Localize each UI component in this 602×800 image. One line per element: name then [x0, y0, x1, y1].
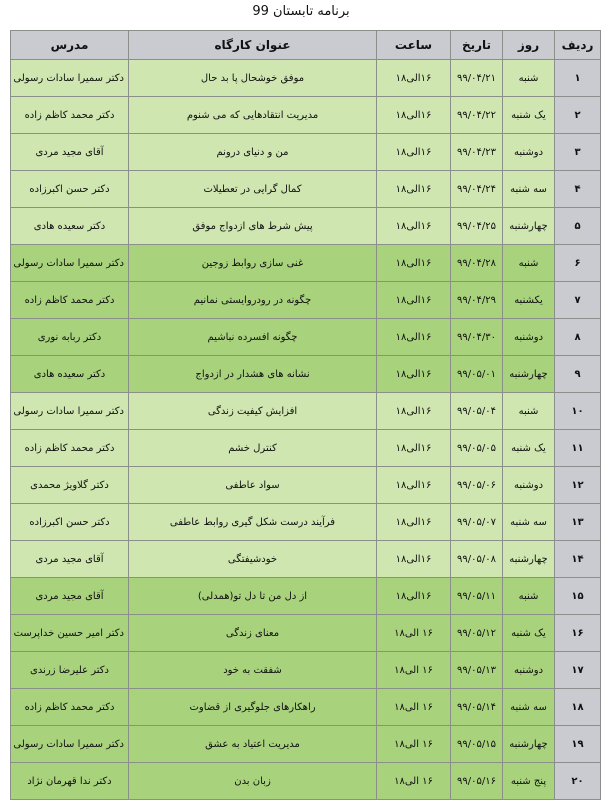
- row-day: شنبه: [503, 393, 555, 430]
- row-time: ۱۶الی۱۸: [377, 393, 451, 430]
- header-time: ساعت: [377, 31, 451, 60]
- row-number: ۴: [555, 171, 601, 208]
- row-teacher: دکتر محمد کاظم زاده: [11, 282, 129, 319]
- row-date: ۹۹/۰۴/۲۴: [451, 171, 503, 208]
- row-date: ۹۹/۰۵/۰۷: [451, 504, 503, 541]
- row-time: ۱۶ الی۱۸: [377, 726, 451, 763]
- row-date: ۹۹/۰۴/۲۸: [451, 245, 503, 282]
- row-date: ۹۹/۰۵/۱۱: [451, 578, 503, 615]
- header-date: تاریخ: [451, 31, 503, 60]
- table-row: [11, 763, 601, 800]
- row-date: ۹۹/۰۴/۲۹: [451, 282, 503, 319]
- row-teacher: دکتر سعیده هادی: [11, 208, 129, 245]
- row-time: ۱۶الی۱۸: [377, 245, 451, 282]
- row-day: دوشنبه: [503, 319, 555, 356]
- row-day: چهارشنبه: [503, 208, 555, 245]
- row-number: ۷: [555, 282, 601, 319]
- row-time: ۱۶الی۱۸: [377, 578, 451, 615]
- row-number: ۱۰: [555, 393, 601, 430]
- row-number: ۱۳: [555, 504, 601, 541]
- row-date: ۹۹/۰۵/۱۶: [451, 763, 503, 800]
- row-number: ۳: [555, 134, 601, 171]
- row-date: ۹۹/۰۴/۳۰: [451, 319, 503, 356]
- row-teacher: دکتر محمد کاظم زاده: [11, 430, 129, 467]
- table-row: [11, 541, 601, 578]
- row-time: ۱۶ الی۱۸: [377, 689, 451, 726]
- row-workshop-title: پیش شرط های ازدواج موفق: [129, 208, 377, 245]
- row-time: ۱۶ الی۱۸: [377, 763, 451, 800]
- row-workshop-title: سواد عاطفی: [129, 467, 377, 504]
- row-teacher: آقای مجید مردی: [11, 578, 129, 615]
- row-workshop-title: فرآیند درست شکل گیری روابط عاطفی: [129, 504, 377, 541]
- row-day: سه شنبه: [503, 689, 555, 726]
- row-teacher: دکتر ربابه نوری: [11, 319, 129, 356]
- row-workshop-title: چگونه افسرده نباشیم: [129, 319, 377, 356]
- row-number: ۸: [555, 319, 601, 356]
- row-workshop-title: نشانه های هشدار در ازدواج: [129, 356, 377, 393]
- row-workshop-title: خودشیفتگی: [129, 541, 377, 578]
- row-number: ۱۴: [555, 541, 601, 578]
- row-number: ۱۲: [555, 467, 601, 504]
- row-teacher: دکتر سعیده هادی: [11, 356, 129, 393]
- row-date: ۹۹/۰۴/۲۲: [451, 97, 503, 134]
- row-date: ۹۹/۰۵/۱۴: [451, 689, 503, 726]
- header-num: ردیف: [555, 31, 601, 60]
- page-title: برنامه تابستان 99: [252, 4, 350, 19]
- row-teacher: آقای مجید مردی: [11, 134, 129, 171]
- table-row: [11, 60, 601, 97]
- row-time: ۱۶الی۱۸: [377, 60, 451, 97]
- row-number: ۵: [555, 208, 601, 245]
- row-number: ۱۱: [555, 430, 601, 467]
- row-teacher: دکتر ندا قهرمان نژاد: [11, 763, 129, 800]
- row-date: ۹۹/۰۵/۰۶: [451, 467, 503, 504]
- row-workshop-title: شفقت به خود: [129, 652, 377, 689]
- row-day: یکشنبه: [503, 282, 555, 319]
- table-row: [11, 282, 601, 319]
- row-date: ۹۹/۰۴/۲۳: [451, 134, 503, 171]
- row-workshop-title: چگونه در رودروایستی نمانیم: [129, 282, 377, 319]
- row-time: ۱۶الی۱۸: [377, 467, 451, 504]
- row-time: ۱۶الی۱۸: [377, 541, 451, 578]
- row-day: دوشنبه: [503, 467, 555, 504]
- row-time: ۱۶ الی۱۸: [377, 652, 451, 689]
- row-number: ۱۷: [555, 652, 601, 689]
- header-day: روز: [503, 31, 555, 60]
- table-row: [11, 615, 601, 652]
- row-day: شنبه: [503, 578, 555, 615]
- row-workshop-title: غنی سازی روابط زوجین: [129, 245, 377, 282]
- table-header-row: [11, 31, 601, 60]
- row-teacher: دکتر محمد کاظم زاده: [11, 689, 129, 726]
- row-day: سه شنبه: [503, 504, 555, 541]
- table-row: [11, 393, 601, 430]
- row-number: ۲: [555, 97, 601, 134]
- row-teacher: دکتر سمیرا سادات رسولی: [11, 726, 129, 763]
- table-row: [11, 208, 601, 245]
- row-time: ۱۶الی۱۸: [377, 504, 451, 541]
- table-row: [11, 504, 601, 541]
- row-number: ۱۹: [555, 726, 601, 763]
- row-teacher: آقای مجید مردی: [11, 541, 129, 578]
- row-day: پنج شنبه: [503, 763, 555, 800]
- row-day: یک شنبه: [503, 97, 555, 134]
- row-date: ۹۹/۰۵/۰۸: [451, 541, 503, 578]
- table-row: [11, 726, 601, 763]
- row-day: سه شنبه: [503, 171, 555, 208]
- row-workshop-title: مدیریت اعتیاد به عشق: [129, 726, 377, 763]
- row-workshop-title: از دل من تا دل تو(همدلی): [129, 578, 377, 615]
- table-row: [11, 319, 601, 356]
- table-row: [11, 689, 601, 726]
- row-day: چهارشنبه: [503, 356, 555, 393]
- row-date: ۹۹/۰۵/۱۲: [451, 615, 503, 652]
- row-date: ۹۹/۰۵/۰۱: [451, 356, 503, 393]
- row-time: ۱۶الی۱۸: [377, 97, 451, 134]
- row-workshop-title: افزایش کیفیت زندگی: [129, 393, 377, 430]
- header-workshop: عنوان کارگاه: [129, 31, 377, 60]
- row-date: ۹۹/۰۵/۰۵: [451, 430, 503, 467]
- row-day: شنبه: [503, 60, 555, 97]
- row-teacher: دکتر سمیرا سادات رسولی: [11, 245, 129, 282]
- row-teacher: دکتر حسن اکبرزاده: [11, 171, 129, 208]
- row-workshop-title: مدیریت انتقادهایی که می شنوم: [129, 97, 377, 134]
- row-time: ۱۶الی۱۸: [377, 319, 451, 356]
- row-number: ۱: [555, 60, 601, 97]
- table-row: [11, 171, 601, 208]
- row-teacher: دکتر سمیرا سادات رسولی: [11, 393, 129, 430]
- row-time: ۱۶الی۱۸: [377, 430, 451, 467]
- row-day: شنبه: [503, 245, 555, 282]
- table-row: [11, 652, 601, 689]
- row-day: دوشنبه: [503, 134, 555, 171]
- row-time: ۱۶الی۱۸: [377, 208, 451, 245]
- row-date: ۹۹/۰۵/۱۵: [451, 726, 503, 763]
- row-teacher: دکتر امیر حسین خداپرست: [11, 615, 129, 652]
- row-workshop-title: من و دنیای درونم: [129, 134, 377, 171]
- row-time: ۱۶الی۱۸: [377, 134, 451, 171]
- table-row: [11, 467, 601, 504]
- schedule-table: [10, 30, 601, 800]
- table-row: [11, 430, 601, 467]
- row-day: چهارشنبه: [503, 726, 555, 763]
- table-body: [11, 60, 601, 800]
- row-number: ۶: [555, 245, 601, 282]
- row-teacher: دکتر محمد کاظم زاده: [11, 97, 129, 134]
- row-teacher: دکتر علیرضا زرندی: [11, 652, 129, 689]
- row-number: ۱۸: [555, 689, 601, 726]
- row-number: ۱۵: [555, 578, 601, 615]
- row-workshop-title: کنترل خشم: [129, 430, 377, 467]
- row-time: ۱۶الی۱۸: [377, 282, 451, 319]
- row-workshop-title: زبان بدن: [129, 763, 377, 800]
- row-number: ۹: [555, 356, 601, 393]
- row-teacher: دکتر سمیرا سادات رسولی: [11, 60, 129, 97]
- row-day: دوشنبه: [503, 652, 555, 689]
- row-date: ۹۹/۰۵/۱۳: [451, 652, 503, 689]
- row-workshop-title: معنای زندگی: [129, 615, 377, 652]
- table-row: [11, 356, 601, 393]
- table-row: [11, 97, 601, 134]
- row-number: ۲۰: [555, 763, 601, 800]
- row-number: ۱۶: [555, 615, 601, 652]
- row-time: ۱۶ الی۱۸: [377, 615, 451, 652]
- header-teacher: مدرس: [11, 31, 129, 60]
- row-time: ۱۶الی۱۸: [377, 171, 451, 208]
- table-row: [11, 245, 601, 282]
- row-day: یک شنبه: [503, 615, 555, 652]
- table-row: [11, 134, 601, 171]
- row-day: یک شنبه: [503, 430, 555, 467]
- table-row: [11, 578, 601, 615]
- row-teacher: دکتر گلاویژ محمدی: [11, 467, 129, 504]
- row-date: ۹۹/۰۴/۲۵: [451, 208, 503, 245]
- row-workshop-title: راهکارهای جلوگیری از قضاوت: [129, 689, 377, 726]
- row-date: ۹۹/۰۴/۲۱: [451, 60, 503, 97]
- row-workshop-title: کمال گرایی در تعطیلات: [129, 171, 377, 208]
- row-date: ۹۹/۰۵/۰۴: [451, 393, 503, 430]
- row-day: چهارشنبه: [503, 541, 555, 578]
- row-time: ۱۶الی۱۸: [377, 356, 451, 393]
- row-teacher: دکتر حسن اکبرزاده: [11, 504, 129, 541]
- row-workshop-title: موفق خوشحال پا بد حال: [129, 60, 377, 97]
